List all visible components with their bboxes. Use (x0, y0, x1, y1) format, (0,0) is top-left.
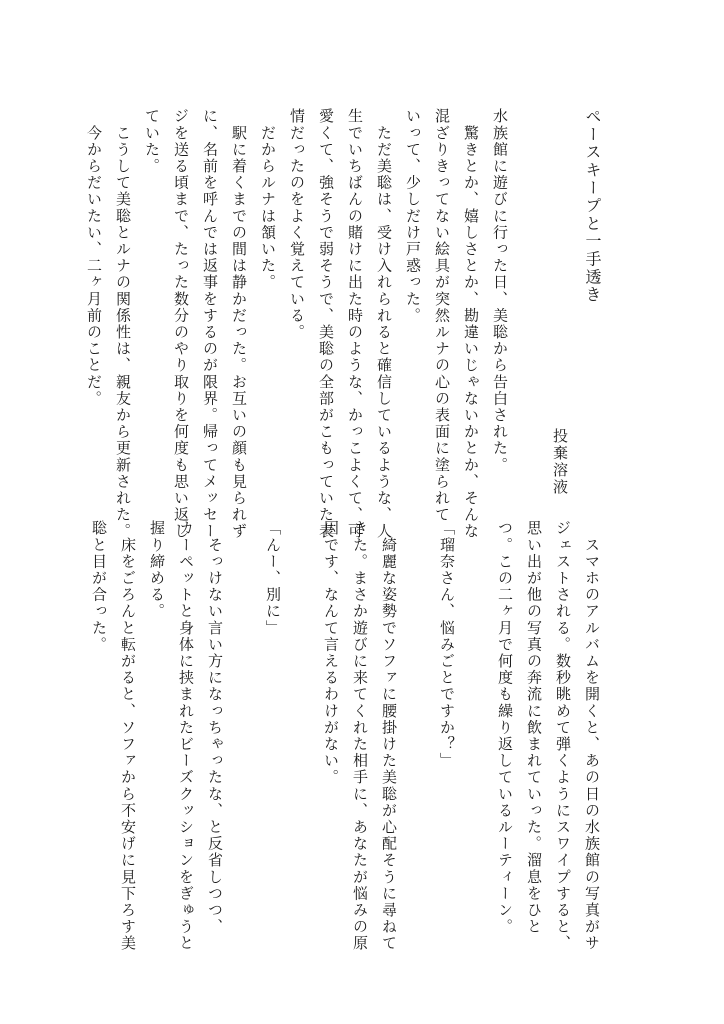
text-line: ただ美聡は、受け入れられると確信しているような、人 (375, 108, 393, 540)
text-line: いって、少しだけ戸惑った。 (404, 108, 422, 324)
text-line: 混ざりきってない絵具が突然ルナの心の表面に塗られて (433, 108, 451, 523)
text-line: 綺麗な姿勢でソファに腰掛けた美聡が心配そうに尋ねて (380, 520, 398, 952)
text-line: 「瑠奈さん、悩みごとですか？」 (438, 520, 456, 769)
text-line: 思い出が他の写真の奔流に飲まれていった。溜息をひと (525, 520, 543, 935)
text-line: 情だったのをよく覚えている。 (288, 108, 306, 341)
text-line: 今からだいたい、二ヶ月前のことだ。 (85, 108, 103, 407)
text-line: 因です、なんて言えるわけがない。 (322, 520, 340, 786)
text-line: 驚きとか、嬉しさとか、勘違いじゃないかとか、そんな (462, 108, 480, 540)
text-line: ジェストされる。数秒眺めて弾くようにスワイプすると、 (554, 520, 572, 952)
text-line: 握り締める。 (148, 520, 166, 620)
text-line: つ。この二ヶ月で何度も繰り返しているルーティーン。 (496, 520, 514, 935)
text-line: 床をごろんと転がると、ソファから不安げに見下ろす美 (119, 520, 137, 952)
text-line: 水族館に遊びに行った日、美聡から告白された。 (491, 108, 509, 474)
text-line: 愛くて、強そうで弱そうで、美聡の全部がこもっていた表 (317, 108, 335, 540)
text-line: きた。まさか遊びに来てくれた相手に、あなたが悩みの原 (351, 520, 369, 952)
text-line: スマホのアルバムを開くと、あの日の水族館の写真がサ (583, 520, 601, 952)
text-line: カーペットと身体に挟まれたビーズクッションをぎゅうと (177, 520, 195, 952)
text-line: こうして美聡とルナの関係性は、親友から更新された。 (114, 108, 132, 540)
text-line: 駅に着くまでの間は静かだった。お互いの顔も見られず (230, 108, 248, 540)
text-line: だからルナは頷いた。 (259, 108, 277, 291)
text-line: そっけない言い方になっちゃったな、と反省しつつ、 (206, 520, 224, 935)
text-line: ていた。 (143, 108, 161, 175)
text-line: 聡と目が合った。 (90, 520, 108, 653)
text-line: 生でいちばんの賭けに出た時のような、かっこよくて、可 (346, 108, 364, 540)
author: 投棄溶液 (551, 428, 569, 496)
text-line: に、名前を呼んでは返事をするのが限界。帰ってメッセー (201, 108, 219, 540)
text-line: 「んー、別に」 (264, 520, 282, 637)
text-line: ジを送る頃まで、たった数分のやり取りを何度も思い返し (172, 108, 190, 540)
title: ペースキープと一手透き (583, 108, 602, 304)
